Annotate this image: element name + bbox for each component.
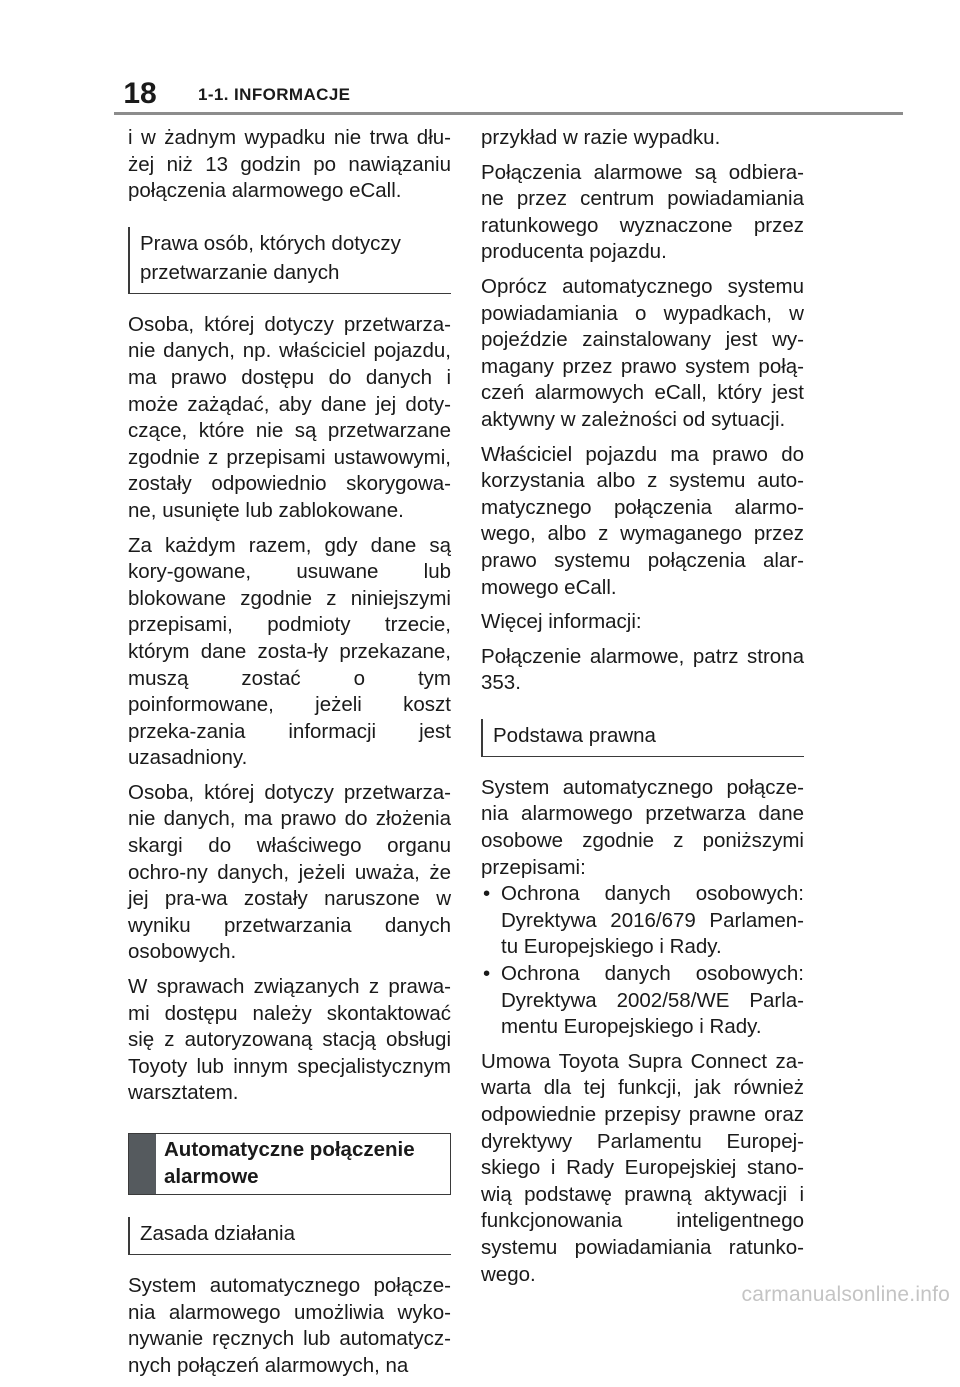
paragraph-continuation-right: przykład w razie wypadku. <box>481 126 721 149</box>
paragraph-page-reference: Połączenie alarmowe, patrz strona 353. <box>481 644 804 695</box>
paragraph-more-info: Więcej informacji: <box>481 610 642 634</box>
paragraph-access-rights: Osoba, której dotyczy przetwarza-nie danych, np. właściciel pojazdu, ma prawo dostępu do danych i może zażądać, aby dane jej doty-czące, które nie są przetwarzane zgodnie z przepisami ustawowymi, zostały odpowiednio skorygowa-ne, usunięte lub zablokowane. <box>128 312 451 522</box>
bullet-icon: • <box>483 962 491 986</box>
paragraph-legal-intro: System automatycznego połącze-nia alarmowego przetwarza dane osobowe zgodnie z poniższymi przepisami: <box>481 775 804 879</box>
chapter-title: 1-1. INFORMACJE <box>198 85 351 104</box>
bullet-icon: • <box>483 882 491 906</box>
list-item <box>481 881 804 961</box>
legal-basis-list <box>481 881 804 1041</box>
paragraph-contact: W sprawach związanych z prawa-mi dostępu należy skontaktować się z autoryzowaną stacją obsługi Toyoty lub innym specjalistycznym warsztatem. <box>128 975 451 1105</box>
left-column <box>128 125 451 1387</box>
paragraph-owner-rights: Właściciel pojazdu ma prawo do korzystania albo z systemu auto-matycznego połączenia alarmo-wego, albo z wymaganego przez prawo systemu połączenia alar-mowego eCall. <box>481 442 804 599</box>
list-item-text: Ochrona danych osobowych: Dyrektywa 2002/58/WE Parla-mentu Europejskiego i Rady. <box>501 962 804 1039</box>
paragraph-contract: Umowa Toyota Supra Connect za-warta dla tej funkcji, jak również odpowiednie przepisy prawne oraz dyrektywy Parlamentu Europej-skiego i Rady Europejskiej stano-wią podstawę prawną aktywacji i funkcjonowania inteligentnego systemu powiadamiania ratunko-wego. <box>481 1049 804 1286</box>
paragraph-complaint: Osoba, której dotyczy przetwarza-nie danych, ma prawo do złożenia skargi do właściwego organu ochro-ny danych, jeżeli uważa, że jej pra-wa zostały naruszone w wyniku przetwarzania danych osobowych. <box>128 780 451 964</box>
watermark: carmanualsonline.info <box>741 1283 950 1306</box>
subheading-legal-basis: Podstawa prawna <box>481 719 804 757</box>
header-divider <box>114 112 903 115</box>
paragraph-third-parties: Za każdym razem, gdy dane są kory-gowane, usuwane lub blokowane zgodnie z niniejszymi przepisami, podmioty trzecie, którym dane zosta-ły przekazane, muszą zostać o tym poinformowane, jeżeli koszt przeka-zania informacji jest uzasadniony. <box>128 533 451 770</box>
subheading-operating-principle: Zasada działania <box>128 1217 451 1255</box>
paragraph-calls-received: Połączenia alarmowe są odbiera-ne przez centrum powiadamiania ratunkowego wyznaczone przez producenta pojazdu. <box>481 160 804 264</box>
paragraph-ecall-system: Oprócz automatycznego systemu powiadamiania o wypadkach, w pojeździe zainstalowany jest wy-magany przez prawo system połą-czeń alarmowych eCall, który jest aktywny w zależności od sytuacji. <box>481 274 804 431</box>
subheading-data-subject-rights: Prawa osób, których dotyczy przetwarzanie danych <box>128 227 451 294</box>
right-column <box>481 125 804 1296</box>
section-heading-label: Automatyczne połączenie alarmowe <box>164 1138 415 1188</box>
paragraph-continuation: i w żadnym wypadku nie trwa dłu-żej niż 13 godzin po nawiązaniu połączenia alarmowego eCall. <box>128 126 451 203</box>
list-item <box>481 961 804 1041</box>
list-item-text: Ochrona danych osobowych: Dyrektywa 2016/679 Parlamen-tu Europejskiego i Rady. <box>501 882 804 959</box>
section-heading-bar <box>129 1134 156 1194</box>
paragraph-system-description: System automatycznego połącze-nia alarmowego umożliwia wyko-nywanie ręcznych lub automatycz-nych połączeń alarmowych, na <box>128 1274 451 1377</box>
section-heading-emergency-call <box>128 1133 451 1195</box>
page-number: 18 <box>123 77 157 110</box>
page-header <box>0 0 960 120</box>
